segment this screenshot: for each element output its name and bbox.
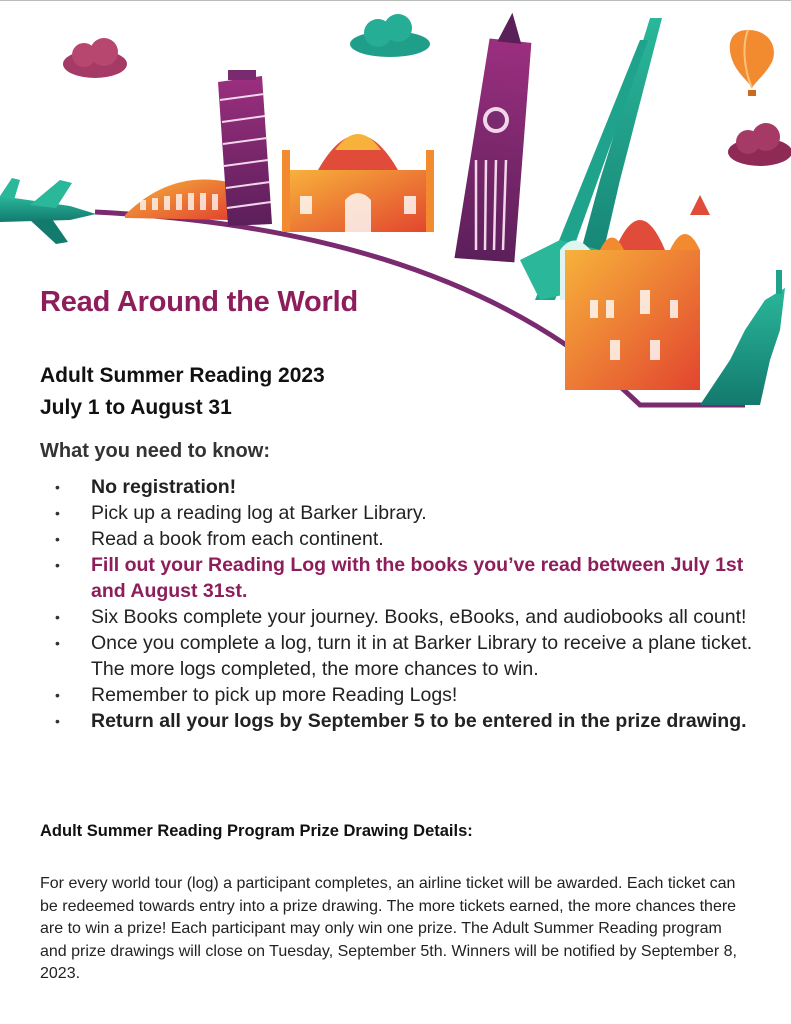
bullet-icon: • [55,479,60,495]
list-item [40,682,760,708]
cloud-icon [728,123,791,166]
list-item [40,526,760,552]
page-title: Read Around the World [40,286,359,318]
program-name: Adult Summer Reading 2023 [40,364,325,387]
bullet-icon: • [55,531,60,547]
list-item [40,708,760,734]
list-item-text: No registration! [91,476,237,498]
airplane-icon [0,178,96,244]
hot-air-balloon-icon [730,30,774,96]
cloud-icon [63,38,127,78]
list-item [40,474,760,500]
bullet-icon: • [55,635,60,651]
program-dates: July 1 to August 31 [40,396,232,419]
statue-of-liberty-icon [700,270,785,405]
list-item-text: Six Books complete your journey. Books, eBooks, and audiobooks all count! [91,606,747,628]
list-item-text: Return all your logs by September 5 to be entered in the prize drawing. [91,710,747,732]
list-item [40,630,760,682]
kremlin-icon [565,195,710,390]
bullet-icon: • [55,687,60,703]
world-landmarks-banner [0,0,791,420]
bullet-icon: • [55,713,60,729]
big-ben-icon [454,12,537,265]
list-item-text: Pick up a reading log at Barker Library. [91,502,427,524]
list-item-text: Read a book from each continent. [91,528,384,550]
bullet-icon: • [55,609,60,625]
info-heading: What you need to know: [40,440,270,462]
bullet-icon: • [55,557,60,573]
prize-heading: Adult Summer Reading Program Prize Drawing Details: [40,822,473,840]
prize-details-paragraph: For every world tour (log) a participant completes, an airline ticket will be awarded. Each ticket can be redeemed towards entry into a prize drawing. The more tickets earned, the more chances there are to win a prize! Each participant may only win one prize. The Adult Summer Reading program and prize drawings will close on Tuesday, September 5th. Winners will be notified by September 8, 2023. [40,875,737,982]
cloud-icon [350,14,430,57]
list-item-text: Once you complete a log, turn it in at Barker Library to receive a plane ticket. The more logs completed, the more chances to win. [91,632,753,680]
colosseum-icon [125,179,228,220]
list-item [40,552,760,604]
taj-mahal-icon [282,134,434,232]
list-item-text: Remember to pick up more Reading Logs! [91,684,458,706]
list-item [40,604,760,630]
bullet-icon: • [55,505,60,521]
list-item-text: Fill out your Reading Log with the books you’ve read between July 1st and August 31st. [91,554,744,602]
list-item [40,500,760,526]
info-list [40,474,760,734]
